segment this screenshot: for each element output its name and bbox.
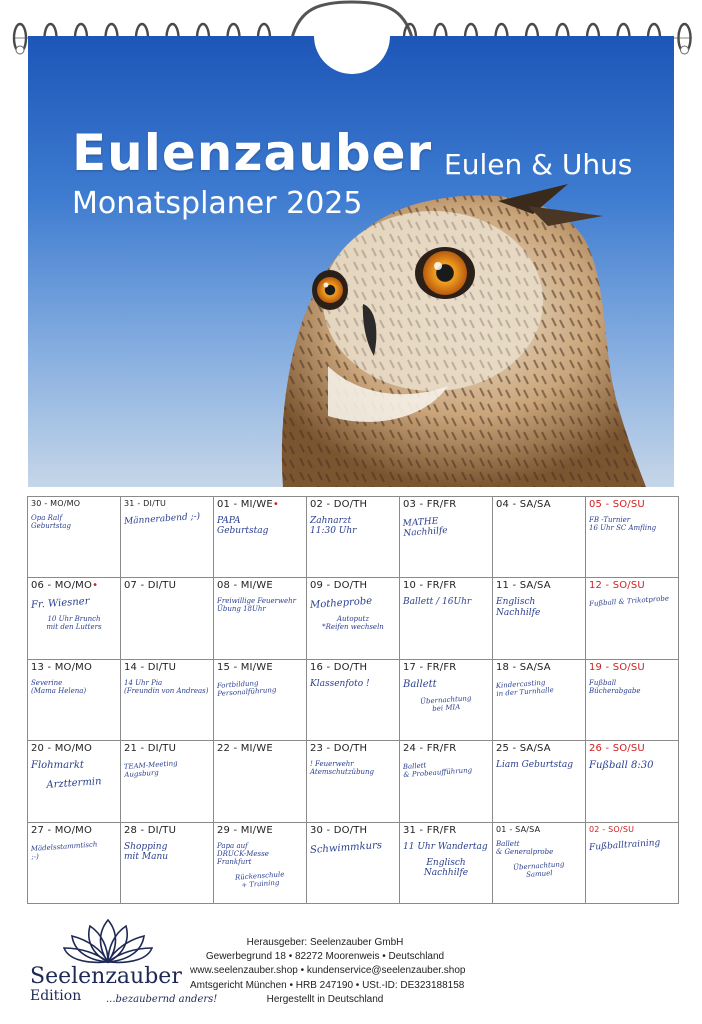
binding-ring — [679, 24, 691, 54]
calendar-day-cell — [121, 823, 214, 904]
day-label — [310, 499, 396, 510]
day-label — [217, 743, 303, 754]
handwritten-note: Klassenfoto ! — [310, 678, 370, 689]
handwritten-note: Ballett — [403, 678, 437, 690]
calendar-day-cell — [307, 823, 400, 904]
day-label — [310, 662, 396, 673]
calendar-day-cell — [493, 823, 586, 904]
handwritten-note: Ballett & Generalprobe — [496, 839, 554, 856]
day-label — [496, 825, 582, 834]
imprint-line: Amtsgericht München • HRB 247190 • USt.-ID: DE323188158 — [190, 979, 465, 991]
day-label — [589, 743, 675, 754]
day-label-text: 01 - MI/WE — [217, 499, 273, 510]
day-label-text: 21 - DI/TU — [124, 743, 177, 755]
calendar-planner-title: Monatsplaner 2025 — [72, 186, 363, 221]
calendar-day-cell — [400, 578, 493, 659]
day-label — [403, 580, 489, 591]
handwritten-note: Zahnarzt 11:30 Uhr — [310, 516, 357, 537]
handwritten-note: 10 Uhr Brunch mit den Lutters — [46, 614, 102, 631]
handwritten-note: TEAM-Meeting Augsburg — [123, 759, 178, 780]
calendar-day-cell — [214, 741, 307, 822]
day-label — [124, 499, 210, 508]
day-label — [124, 743, 210, 754]
day-label-text: 29 - MI/WE — [217, 824, 273, 836]
handwritten-note: Männerabend ;-) — [123, 511, 201, 527]
calendar-day-cell — [214, 660, 307, 741]
lotus-logo-icon — [62, 918, 154, 966]
day-label-text: 19 - SO/SU — [589, 661, 645, 673]
day-label — [124, 662, 210, 673]
publisher-logo — [30, 918, 218, 1018]
day-label-text: 25 - SA/SA — [496, 743, 551, 755]
day-label — [403, 662, 489, 673]
calendar-day-cell — [493, 497, 586, 578]
day-label — [496, 743, 582, 754]
day-label-text: 14 - DI/TU — [124, 661, 177, 673]
calendar-day-cell — [400, 497, 493, 578]
publisher-imprint — [190, 936, 466, 1007]
day-label — [217, 662, 303, 673]
calendar-grid — [27, 496, 679, 904]
logo-slogan: ...bezaubernd anders! — [106, 994, 218, 1005]
handwritten-note: 11 Uhr Wandertag — [403, 841, 488, 852]
day-label — [124, 825, 210, 836]
imprint-line: Hergestellt in Deutschland — [266, 993, 384, 1005]
calendar-day-cell — [121, 741, 214, 822]
day-label-text: 06 - MO/MO — [31, 580, 93, 592]
binding-ring — [14, 24, 26, 54]
day-label-text: 31 - FR/FR — [403, 824, 457, 836]
day-label — [217, 580, 303, 591]
handwritten-note: Fußball 8:30 — [589, 760, 654, 772]
day-label-text: 03 - FR/FR — [403, 499, 457, 510]
calendar-subtitle: Eulen & Uhus — [444, 148, 633, 181]
handwritten-note: Liam Geburtstag — [496, 760, 573, 771]
calendar-day-cell — [586, 741, 679, 822]
logo-wordmark: Seelenzauber — [30, 964, 182, 989]
day-label — [496, 662, 582, 673]
day-label-text: 04 - SA/SA — [496, 499, 551, 510]
day-label-text: 30 - MO/MO — [31, 499, 81, 508]
calendar-day-cell — [493, 578, 586, 659]
day-label-text: 24 - FR/FR — [403, 743, 457, 755]
calendar-day-cell — [400, 741, 493, 822]
calendar-day-cell — [586, 578, 679, 659]
handwritten-note: Ballett & Probeaufführung — [402, 761, 473, 780]
handwritten-note: FB -Turnier 16 Uhr SC Amfling — [589, 516, 657, 533]
day-label-text: 15 - MI/WE — [217, 661, 273, 673]
day-label — [403, 825, 489, 836]
day-label-text: 31 - DI/TU — [124, 499, 167, 508]
imprint-line: www.seelenzauber.shop • kundenservice@seelenzauber.shop — [190, 965, 466, 977]
day-label — [589, 825, 675, 834]
day-label-text: 30 - DO/TH — [310, 824, 368, 836]
handwritten-note: Papa auf DRUCK-Messe Frankfurt — [217, 841, 269, 866]
calendar-day-cell — [493, 741, 586, 822]
day-label — [589, 580, 675, 591]
handwritten-note: Severine (Mama Helena) — [31, 678, 87, 695]
handwritten-note: Autoputz *Reifen wechseln — [322, 614, 384, 631]
day-label — [31, 825, 117, 836]
day-label-text: 17 - FR/FR — [403, 661, 457, 673]
calendar-day-cell — [28, 578, 121, 659]
handwritten-note: Übernachtung bei MIA — [419, 694, 472, 714]
day-label-text: 01 - SA/SA — [496, 824, 541, 834]
day-label — [31, 580, 117, 591]
day-label-text: 02 - SO/SU — [589, 824, 635, 834]
calendar-day-cell — [214, 578, 307, 659]
day-label-text: 28 - DI/TU — [124, 824, 177, 836]
handwritten-note: Freiwillige Feuerwehr Übung 18Uhr — [217, 597, 296, 614]
handwritten-note: Englisch Nachhilfe — [423, 857, 469, 879]
owl-illustration — [28, 36, 674, 487]
day-label-text: 02 - DO/TH — [310, 499, 368, 510]
calendar-title: Eulenzauber — [72, 124, 433, 182]
handwritten-note: 14 Uhr Pia (Freundin von Andreas) — [124, 678, 209, 695]
handwritten-note: Mädelsstammtisch ;-) — [30, 839, 98, 861]
day-label — [31, 499, 117, 508]
handwritten-note: PAPA Geburtstag — [217, 516, 269, 537]
day-label — [310, 825, 396, 836]
imprint-line: Gewerbegrund 18 • 82272 Moorenweis • Deutschland — [205, 951, 445, 963]
handwritten-note: Opa Ralf Geburtstag — [31, 514, 71, 531]
day-label-text: 16 - DO/TH — [310, 661, 368, 673]
handwritten-note: Schwimmkurs — [309, 839, 383, 856]
day-label-text: 08 - MI/WE — [217, 580, 273, 592]
calendar-day-cell — [214, 823, 307, 904]
calendar-day-cell — [121, 497, 214, 578]
day-label-text: 10 - FR/FR — [403, 580, 457, 592]
handwritten-note: Motheprobe — [309, 596, 373, 612]
handwritten-note: ! Feuerwehr Atemschutzübung — [310, 760, 375, 777]
day-label — [310, 580, 396, 591]
holiday-dot: • — [92, 580, 99, 592]
day-label-text: 20 - MO/MO — [31, 743, 93, 755]
calendar-day-cell — [493, 660, 586, 741]
day-label — [496, 499, 582, 510]
day-label-text: 07 - DI/TU — [124, 580, 177, 592]
handwritten-note: Flohmarkt — [31, 760, 84, 772]
calendar-day-cell — [28, 660, 121, 741]
handwritten-note: Fortbildung Personalführung — [216, 678, 277, 698]
day-label-text: 27 - MO/MO — [31, 824, 93, 836]
day-label — [31, 662, 117, 673]
handwritten-note: MATHE Nachhilfe — [402, 516, 448, 540]
day-label — [403, 499, 489, 510]
calendar-day-cell — [586, 660, 679, 741]
handwritten-note: Shopping mit Manu — [124, 841, 169, 862]
calendar-day-cell — [121, 660, 214, 741]
day-label-text: 05 - SO/SU — [589, 499, 645, 510]
day-label-text: 12 - SO/SU — [589, 580, 645, 592]
calendar-day-cell — [400, 660, 493, 741]
day-label-text: 26 - SO/SU — [589, 743, 645, 755]
day-label — [496, 580, 582, 591]
handwritten-note: Fußball Bücherabgabe — [589, 678, 641, 695]
handwritten-note: Fußballtraining — [588, 837, 661, 853]
day-label-text: 23 - DO/TH — [310, 743, 368, 755]
calendar-day-cell — [586, 823, 679, 904]
calendar-day-cell — [28, 823, 121, 904]
day-label — [124, 580, 210, 591]
handwritten-note: Ballett / 16Uhr — [403, 597, 472, 608]
holiday-dot: • — [272, 499, 279, 510]
day-label — [403, 743, 489, 754]
handwritten-note: Übernachtung Samuel — [512, 859, 565, 879]
calendar-day-cell — [307, 741, 400, 822]
calendar-day-cell — [214, 497, 307, 578]
handwritten-note: Arzttermin — [46, 775, 102, 791]
handwritten-note: Fr. Wiesner — [30, 596, 90, 612]
day-label — [310, 743, 396, 754]
owl-photo — [28, 36, 674, 487]
calendar-day-cell — [121, 578, 214, 659]
day-label-text: 22 - MI/WE — [217, 743, 273, 755]
calendar-day-cell — [307, 497, 400, 578]
day-label-text: 18 - SA/SA — [496, 661, 551, 673]
calendar-day-cell — [586, 497, 679, 578]
day-label-text: 11 - SA/SA — [496, 580, 551, 592]
day-label — [217, 499, 303, 510]
day-label-text: 09 - DO/TH — [310, 580, 368, 592]
calendar-day-cell — [28, 741, 121, 822]
day-label — [31, 743, 117, 754]
day-label — [589, 499, 675, 510]
handwritten-note: Englisch Nachhilfe — [496, 597, 541, 618]
day-label-text: 13 - MO/MO — [31, 661, 93, 673]
day-label — [589, 662, 675, 673]
calendar-day-cell — [307, 660, 400, 741]
imprint-line: Herausgeber: Seelenzauber GmbH — [246, 937, 404, 948]
calendar-day-cell — [400, 823, 493, 904]
handwritten-note: Rückenschule + Training — [234, 870, 285, 890]
calendar-day-cell — [307, 578, 400, 659]
logo-edition: Edition — [30, 988, 82, 1004]
handwritten-note: Fußball & Trikotprobe — [588, 594, 670, 609]
day-label — [217, 825, 303, 836]
handwritten-note: Kindercasting in der Turnhalle — [495, 678, 555, 698]
calendar-day-cell — [28, 497, 121, 578]
